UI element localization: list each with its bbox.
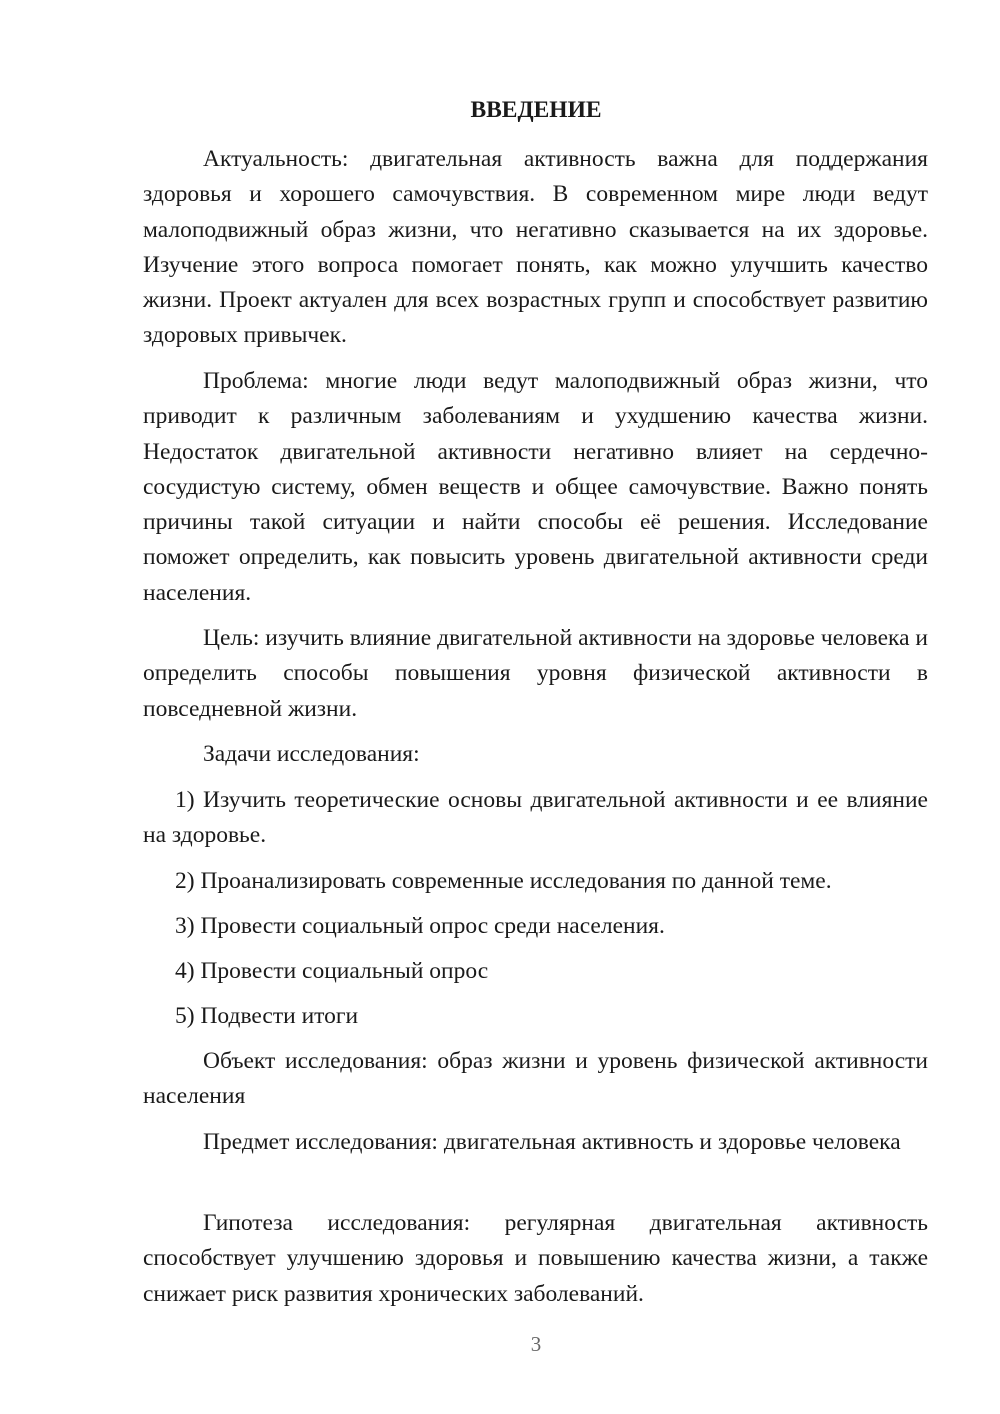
tasks-heading: Задачи исследования: <box>203 741 420 767</box>
problem-paragraph: Проблема: многие люди ведут малоподвижный образ жизни, что приводит к различным заболеваниям и ухудшению качества жизни. Недостаток двигательной активности негативно влияет на сердечно-сосудистую систему, обмен веществ и общее самочувствие. Важно понять причины такой ситуации и найти способы её решения. Исследование поможет определить, как повысить уровень двигательной активности среди населения. <box>143 368 928 606</box>
page-title: ВВЕДЕНИЕ <box>470 97 602 123</box>
subject-paragraph: Предмет исследования: двигательная активность и здоровье человека <box>203 1129 901 1155</box>
hypothesis-paragraph: Гипотеза исследования: регулярная двигательная активность способствует улучшению здоровья и повышению качества жизни, а также снижает риск развития хронических заболеваний. <box>143 1210 928 1307</box>
goal-paragraph: Цель: изучить влияние двигательной активности на здоровье человека и определить способы повышения уровня физической активности в повседневной жизни. <box>143 625 928 722</box>
task-item-5: 5) Подвести итоги <box>175 1003 359 1029</box>
task-item-1: 1) Изучить теоретические основы двигательной активности и ее влияние на здоровье. <box>143 787 928 849</box>
task-item-2: 2) Проанализировать современные исследования по данной теме. <box>175 868 832 894</box>
task-item-3: 3) Провести социальный опрос среди населения. <box>175 913 665 939</box>
page-number: 3 <box>530 1332 542 1356</box>
task-item-4: 4) Провести социальный опрос <box>175 958 489 984</box>
relevance-paragraph: Актуальность: двигательная активность важна для поддержания здоровья и хорошего самочувствия. В современном мире люди ведут малоподвижный образ жизни, что негативно сказывается на их здоровье. Изучение этого вопроса помогает понять, как можно улучшить качество жизни. Проект актуален для всех возрастных групп и способствует развитию здоровых привычек. <box>143 146 928 349</box>
object-paragraph: Объект исследования: образ жизни и уровень физической активности населения <box>143 1048 928 1110</box>
